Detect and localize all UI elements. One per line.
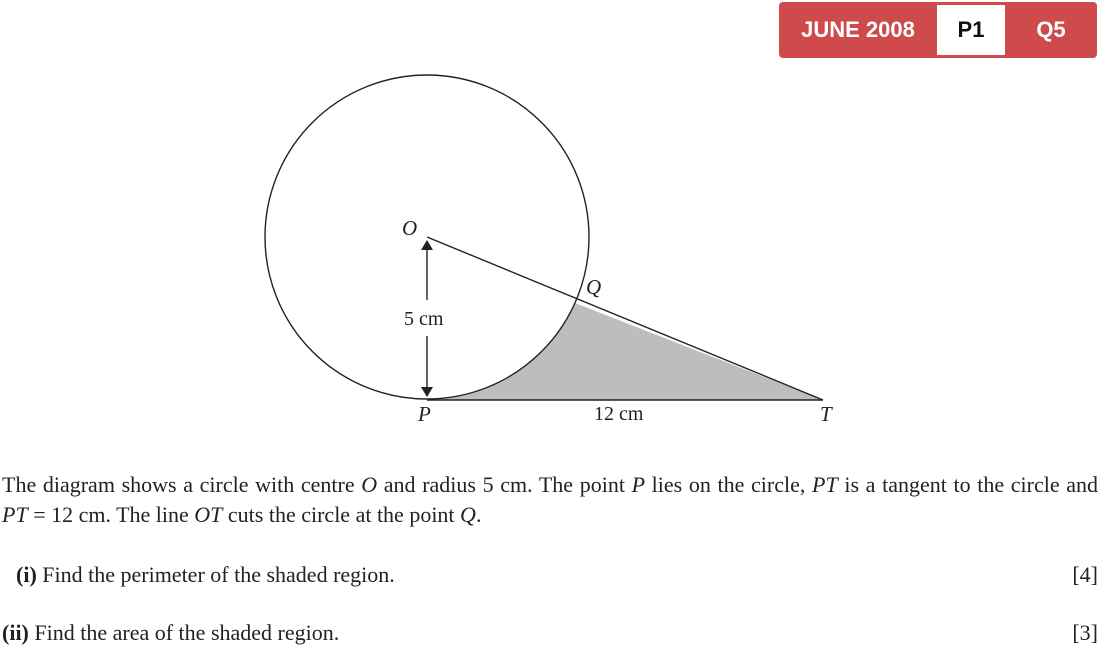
stem-text-7: .	[475, 502, 482, 527]
stem-text-4: is a tangent to the circle and	[837, 472, 1099, 497]
part-i-marks: [4]	[1072, 562, 1098, 587]
stem-segment-PT-1: PT	[812, 472, 838, 497]
part-ii-number: (ii)	[2, 620, 29, 645]
part-ii-content	[2, 618, 339, 648]
stem-point-P: P	[631, 472, 646, 497]
radius-length-label: 5 cm	[404, 308, 444, 330]
label-T: T	[820, 402, 832, 426]
stem-text-1: The diagram shows a circle with centre	[2, 472, 362, 497]
paper-number: P1	[937, 2, 1005, 58]
label-O: O	[402, 216, 418, 240]
exam-date: JUNE 2008	[779, 2, 937, 58]
question-part-ii	[2, 618, 1098, 648]
stem-point-O: O	[361, 472, 378, 497]
part-i-text: Find the perimeter of the shaded region.	[42, 562, 395, 587]
stem-text-5: = 12 cm. The line	[27, 502, 195, 527]
part-ii-text: Find the area of the shaded region.	[34, 620, 340, 645]
label-P: P	[418, 402, 431, 426]
tangent-length-label: 12 cm	[594, 403, 644, 425]
part-i-number: (i)	[16, 562, 37, 587]
stem-text-3: lies on the circle,	[645, 472, 813, 497]
stem-text-6: cuts the circle at the point	[222, 502, 461, 527]
label-Q: Q	[586, 275, 602, 299]
part-ii-marks: [3]	[1072, 620, 1098, 645]
shaded-region	[427, 303, 823, 400]
question-number: Q5	[1005, 2, 1097, 58]
stem-text-2: and radius 5 cm. The point	[377, 472, 632, 497]
question-stem	[2, 470, 1098, 530]
question-part-i	[2, 560, 1098, 590]
part-i-content	[2, 560, 395, 590]
stem-point-Q: Q	[460, 502, 476, 527]
stem-segment-PT-2: PT	[2, 502, 28, 527]
stem-line-OT: OT	[194, 502, 223, 527]
